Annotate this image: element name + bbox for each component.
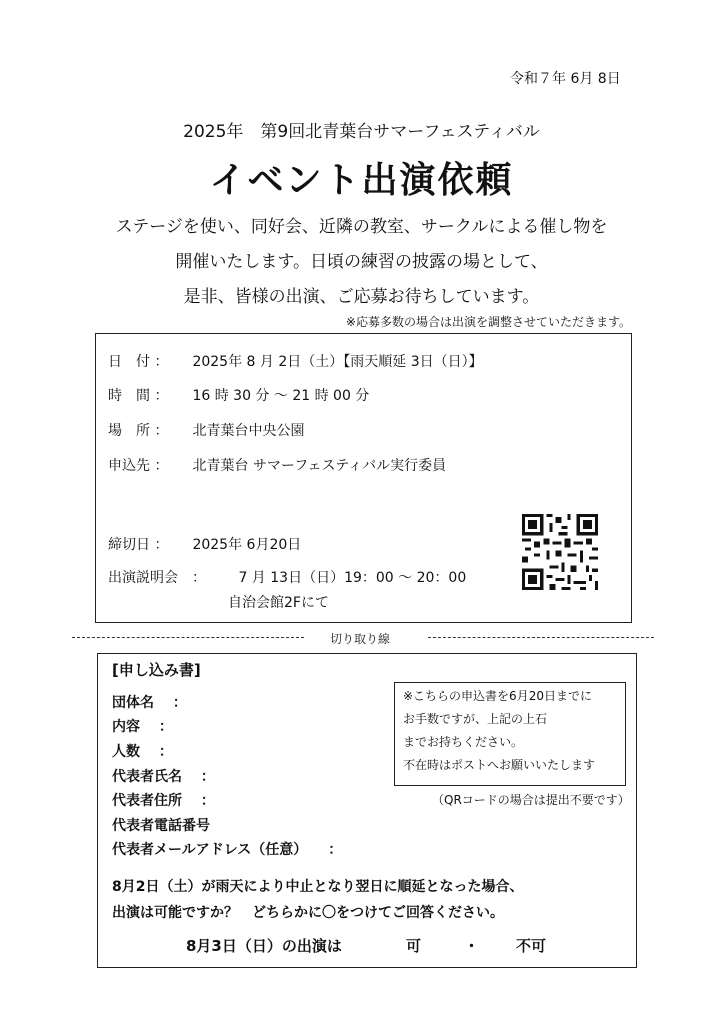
cut-line-left bbox=[72, 637, 304, 638]
representative-name-field[interactable]: 代表者氏名 ： bbox=[112, 769, 215, 785]
option-separator: ・ bbox=[464, 937, 480, 955]
rain-question-line-1: 8月2日（土）が雨天により中止となり翌日に順延となった場合、 bbox=[112, 879, 524, 895]
application-form bbox=[97, 653, 637, 968]
headcount-field[interactable]: 人数 ： bbox=[112, 744, 173, 760]
place-row bbox=[108, 420, 304, 440]
representative-email-field[interactable]: 代表者メールアドレス（任意） ： bbox=[112, 842, 343, 858]
form-title: [申し込み書] bbox=[112, 661, 201, 679]
representative-address-field[interactable]: 代表者住所 ： bbox=[112, 793, 215, 809]
briefing-place: 自治会館2Fにて bbox=[228, 595, 329, 611]
representative-phone-field[interactable]: 代表者電話番号 bbox=[112, 818, 210, 834]
cut-line-label: 切り取り線 bbox=[330, 632, 391, 646]
content-field[interactable]: 内容 ： bbox=[112, 719, 173, 735]
apply-label: 申込先 ： bbox=[108, 458, 169, 474]
place-label: 場 所 ： bbox=[108, 423, 169, 439]
cut-line-right bbox=[428, 637, 654, 638]
option-yes[interactable]: 可 bbox=[406, 937, 422, 955]
event-subtitle: 2025年 第9回北青葉台サマーフェスティバル bbox=[183, 122, 540, 142]
submission-notice bbox=[394, 682, 626, 786]
qr-note: （QRコードの場合は提出不要です） bbox=[432, 793, 630, 807]
group-name-field[interactable]: 団体名 ： bbox=[112, 695, 187, 711]
page-title: イベント出演依頼 bbox=[209, 160, 514, 201]
date-value: 2025年 8 月 2日（土）【雨天順延 3日（日）】 bbox=[192, 354, 483, 370]
deadline-label: 締切日 ： bbox=[108, 537, 169, 553]
deadline-value: 2025年 6月20日 bbox=[192, 537, 302, 553]
apply-row bbox=[108, 455, 446, 475]
intro-line-2: 開催いたします。日頃の練習の披露の場として、 bbox=[175, 252, 548, 272]
answer-label: 8月3日（日）の出演は bbox=[186, 937, 342, 955]
date-label: 日 付 ： bbox=[108, 354, 169, 370]
option-no[interactable]: 不可 bbox=[516, 937, 547, 955]
notice-line: までお持ちください。 bbox=[403, 735, 524, 749]
date-row bbox=[108, 351, 483, 371]
apply-value: 北青葉台 サマーフェスティバル実行委員 bbox=[192, 458, 447, 474]
notice-line: 不在時はポストへお願いいたします bbox=[403, 758, 596, 772]
notice-line: お手数ですが、上記の上石 bbox=[403, 712, 548, 726]
intro-line-3: 是非、皆様の出演、ご応募お待ちしています。 bbox=[183, 287, 540, 307]
time-row bbox=[108, 385, 369, 405]
briefing-value: 7 月 13日（日）19：00 ～ 20：00 bbox=[238, 570, 467, 586]
notice-line: ※こちらの申込書を6月20日までに bbox=[403, 689, 592, 703]
time-value: 16 時 30 分 ～ 21 時 00 分 bbox=[192, 388, 370, 404]
time-label: 時 間 ： bbox=[108, 388, 169, 404]
briefing-label: 出演説明会 ： bbox=[108, 570, 206, 586]
intro-line-1: ステージを使い、同好会、近隣の教室、サークルによる催し物を bbox=[115, 217, 608, 237]
briefing-row bbox=[108, 567, 466, 587]
adjustment-note: ※応募多数の場合は出演を調整させていただきます。 bbox=[345, 315, 631, 329]
qr-code-icon[interactable] bbox=[522, 514, 598, 590]
deadline-row bbox=[108, 534, 301, 554]
document-date: 令和７年 6月 8日 bbox=[510, 71, 621, 87]
rain-question-line-2: 出演は可能ですか？ どちらかに〇をつけてご回答ください。 bbox=[112, 905, 504, 921]
place-value: 北青葉台中央公園 bbox=[192, 423, 305, 439]
